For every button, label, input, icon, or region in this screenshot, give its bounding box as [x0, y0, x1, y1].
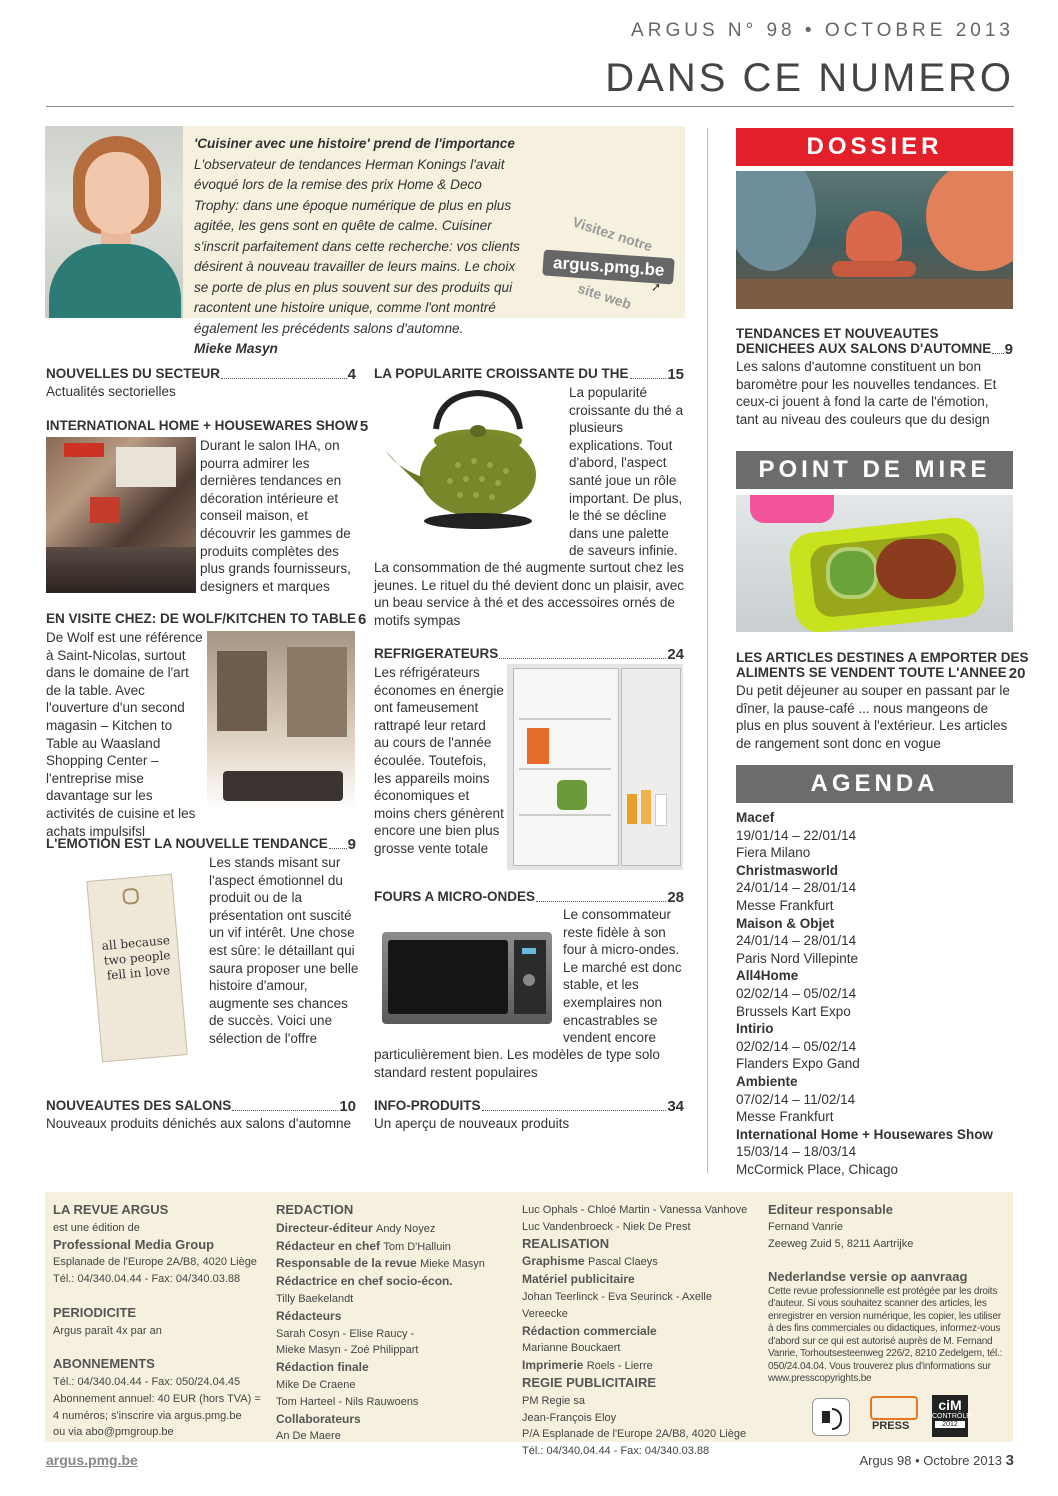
- dossier-entry[interactable]: [736, 326, 1013, 428]
- agenda-event[interactable]: Intirio 02/02/14 – 05/02/14 Flanders Expo Gand: [736, 1021, 860, 1072]
- colophon-line: Tél.: 04/340.04.44 - Fax: 04/340.03.88: [53, 1273, 241, 1286]
- section-text: Un aperçu de nouveaux produits: [374, 1116, 570, 1131]
- colophon-line: Mieke Masyn - Zoé Philippart: [276, 1344, 419, 1357]
- mire-text: Du petit déjeuner au souper en passant par le dîner, la pause-café ... nous mangeons de plus en plus souvent à l'extérieur. Les articles de rangement sont donc en vogue: [736, 683, 1010, 751]
- stamp-bottom-text: site web: [575, 279, 634, 313]
- agenda-event[interactable]: Macef 19/01/14 – 22/01/14 Fiera Milano: [736, 810, 857, 861]
- colophon-line: Graphisme Pascal Claeys: [522, 1254, 658, 1269]
- colophon-line: REDACTION: [276, 1202, 354, 1217]
- colophon-line: est une édition de: [53, 1221, 140, 1234]
- the-text-full: La consommation de thé augmente surtout chez les jeunes. Le rituel du thé devient donc un plaisir, avec un beau service à thé et des accessoires ornés de motifs sympas: [374, 560, 684, 628]
- section-title: LA POPULARITE CROISSANTE DU THE: [374, 366, 629, 381]
- section-title: NOUVELLES DU SECTEUR: [46, 366, 221, 381]
- agenda-event[interactable]: International Home + Housewares Show 15/03/14 – 18/03/14 McCormick Place, Chicago: [736, 1126, 993, 1177]
- mire-bar: POINT DE MIRE: [736, 451, 1013, 489]
- refri-text: Les réfrigérateurs économes en énergie ont fameusement rattrapé leur retard au cours de l'année écoulée. Toutefois, les appareils moins économiques et moins chers génèrent encore une bien plus grosse vente totale: [374, 665, 504, 856]
- colophon-line: Rédacteurs: [276, 1308, 342, 1323]
- colophon-line: Tom Harteel - Nils Rauwoens: [276, 1395, 419, 1408]
- colophon-line: [53, 1288, 263, 1305]
- section-info[interactable]: [374, 1098, 684, 1133]
- agenda-event[interactable]: Maison & Objet 24/01/14 – 28/01/14 Paris Nord Villepinte: [736, 915, 859, 966]
- colophon-line: P/A Esplanade de l'Europe 2A/B8, 4020 Liège: [522, 1428, 747, 1441]
- tag-text: all because two people fell in love: [101, 933, 171, 983]
- colophon-line: Rédactrice en chef socio-écon.: [276, 1274, 453, 1289]
- b2b-press-logo: [868, 1396, 916, 1438]
- colophon-line: Imprimerie Roels - Lierre: [522, 1358, 653, 1373]
- colophon-line: Rédacteur en chef Tom D'Halluin: [276, 1238, 451, 1253]
- fours-text-full: particulièrement bien. Les modèles de type solo standard restent populaires: [374, 1047, 660, 1080]
- colophon-line: PM Regie sa: [522, 1394, 585, 1407]
- stamp-url[interactable]: argus.pmg.be: [542, 249, 675, 284]
- colophon-line: Mike De Craene: [276, 1378, 356, 1391]
- colophon-line: Collaborateurs: [276, 1411, 361, 1426]
- colophon-line: ABONNEMENTS: [53, 1356, 155, 1372]
- section-title: L'EMOTION EST LA NOUVELLE TENDANCE: [46, 836, 328, 851]
- section-page: 15: [667, 366, 684, 383]
- section-iha[interactable]: [46, 418, 369, 435]
- section-page: 10: [339, 1098, 356, 1115]
- dewolf-text: De Wolf est une référence à Saint-Nicolas, surtout dans le domaine de l'art de la table. Avec l'ouverture d'un second magasin – Kitchen to Table au Waasland Shopping Center – l'entreprise mise davantage sur les activités de cuisine et les achats impulsifsl: [46, 630, 203, 839]
- colophon-line: Argus paraît 4x par an: [53, 1324, 162, 1337]
- agenda-list: [736, 809, 1016, 1178]
- colophon-line: Professional Media Group: [53, 1236, 215, 1252]
- section-title: NOUVEAUTES DES SALONS: [46, 1098, 232, 1113]
- dossier-title-1: TENDANCES ET NOUVEAUTES: [736, 326, 939, 341]
- copyright-notice: Cette revue professionnelle est protégée par les droits d'auteur. Si vous souhaitez scanner des articles, les enregistrer en version numérique, les copier, les utiliser à des fins commerciales ou didactiques, informez-vous d'abord sur ce qui est autorisé auprès de M. Fernand Vanrie, Torhoutsesteenweg 226/2, 8210 Zedelgem, tél.: 050/24.04.04. Vous trouverez plus d'informations sur www.presscopyrights.be: [768, 1285, 1003, 1385]
- cursor-icon: ➚: [651, 280, 662, 294]
- colophon-line: Rédaction finale: [276, 1360, 369, 1375]
- colophon-line: Tél.: 04/340.04.44 - Fax: 050/24.04.45: [53, 1375, 241, 1388]
- iha-text: Durant le salon IHA, on pourra admirer les dernières tendances en décoration intérieure et conseil maison, et découvrir les gammes de produits complètes des plus grands fournisseurs, designers et marques: [200, 438, 351, 594]
- colophon-line: An De Maere: [276, 1430, 341, 1443]
- section-title: FOURS A MICRO-ONDES: [374, 889, 535, 904]
- agenda-event[interactable]: Christmasworld 24/01/14 – 28/01/14 Messe Frankfurt: [736, 862, 857, 913]
- love-tag-image: [46, 855, 204, 1065]
- section-title: REFRIGERATEURS: [374, 646, 499, 661]
- dossier-page: 9: [1004, 341, 1013, 358]
- column-divider: [707, 128, 708, 1173]
- colophon-line: ou via abo@pmgroup.be: [53, 1426, 174, 1439]
- colophon-line: Esplanade de l'Europe 2A/B8, 4020 Liège: [53, 1256, 257, 1269]
- colophon-line: 4 numéros; s'inscrire via argus.pmg.be: [53, 1409, 242, 1422]
- agenda-event[interactable]: Ambiente 07/02/14 – 11/02/14 Messe Frankfurt: [736, 1073, 856, 1125]
- iha-show-photo: [46, 437, 196, 593]
- b2b-press-text: PRESS: [872, 1420, 910, 1432]
- section-refri[interactable]: [374, 646, 684, 663]
- the-text-side: La popularité croissante du thé a plusieurs explications. Tout d'abord, l'aspect santé joue un rôle important. De plus, le thé se décline dans une palette de saveurs infinie.: [569, 385, 684, 559]
- colophon-line: Luc Vandenbroeck - Niek De Prest: [522, 1220, 691, 1233]
- colophon-line: Tilly Baekelandt: [276, 1292, 354, 1305]
- colophon-col-2: [276, 1202, 511, 1445]
- agenda-bar: AGENDA: [736, 765, 1013, 803]
- section-nouvelles[interactable]: [46, 366, 356, 401]
- colophon-col-3: [522, 1202, 758, 1460]
- footer-issue: Argus 98 • Octobre 2013: [859, 1453, 1003, 1468]
- colophon-line: Marianne Bouckaert: [522, 1342, 621, 1355]
- agenda-event[interactable]: All4Home 02/02/14 – 05/02/14 Brussels Kart Expo: [736, 968, 857, 1019]
- section-the[interactable]: [374, 366, 684, 383]
- dossier-bar: DOSSIER: [736, 128, 1013, 166]
- section-fours[interactable]: [374, 889, 684, 906]
- dossier-title-2: DENICHEES AUX SALONS D'AUTOMNE: [736, 341, 992, 356]
- title-rule: [46, 106, 1014, 107]
- colophon-line: LA REVUE ARGUS: [53, 1202, 169, 1217]
- section-nouveautes[interactable]: [46, 1098, 356, 1133]
- fridge-image: [507, 664, 683, 870]
- colophon-line: Sarah Cosyn - Elise Raucy -: [276, 1327, 415, 1340]
- mire-title-2: ALIMENTS SE VENDENT TOUTE L'ANNEE: [736, 665, 1007, 680]
- stamp-top-text: Visitez notre: [570, 213, 655, 255]
- colophon-line: Tél.: 04/340.04.44 - Fax: 04/340.03.88: [522, 1445, 710, 1458]
- section-page: 34: [667, 1098, 684, 1115]
- colophon-line: Directeur-éditeur Andy Noyez: [276, 1220, 436, 1235]
- colophon-col-1: [53, 1202, 263, 1441]
- page-footer: [859, 1452, 1014, 1469]
- colophon-line: Matériel publicitaire: [522, 1272, 635, 1287]
- editorial-author: Mieke Masyn: [194, 341, 278, 356]
- colophon-line: Johan Teerlinck - Eva Seurinck - Axelle Vereecke: [522, 1290, 712, 1320]
- colophon-line: Jean-François Eloy: [522, 1411, 617, 1424]
- dutch-version-heading: Nederlandse versie op aanvraag: [768, 1269, 968, 1285]
- colophon-line: Responsable de la revue Mieke Masyn: [276, 1256, 485, 1271]
- page-title: DANS CE NUMERO: [605, 56, 1014, 100]
- section-page: 24: [667, 646, 684, 663]
- colophon-line: PERIODICITE: [53, 1304, 137, 1320]
- cim-logo: ciM CONTRÔLE 2012: [932, 1395, 968, 1437]
- website-link[interactable]: argus.pmg.be: [46, 1452, 138, 1468]
- issue-line: ARGUS N° 98 • OCTOBRE 2013: [631, 20, 1014, 41]
- accessibility-logo: [812, 1398, 850, 1436]
- section-text: Actualités sectorielles: [46, 384, 176, 399]
- mire-entry[interactable]: [736, 650, 1029, 752]
- section-page: 28: [667, 889, 684, 906]
- section-page: 9: [347, 836, 356, 853]
- section-title: INFO-PRODUITS: [374, 1098, 481, 1113]
- colophon-line: REALISATION: [522, 1235, 610, 1251]
- colophon-line: Rédaction commerciale: [522, 1323, 657, 1338]
- section-page: 4: [347, 366, 356, 383]
- section-page: 6: [358, 611, 367, 628]
- editor-heading: Editeur responsable: [768, 1202, 893, 1217]
- editor-address: Zeeweg Zuid 5, 8211 Aartrijke: [768, 1237, 914, 1250]
- colophon-line: REGIE PUBLICITAIRE: [522, 1374, 657, 1390]
- dossier-photo: [736, 171, 1013, 309]
- store-photo: [207, 631, 355, 809]
- colophon-line: Luc Ophals - Chloé Martin - Vanessa Vanhove: [522, 1204, 748, 1216]
- dossier-text: Les salons d'automne constituent un bon baromètre pour les nouvelles tendances. Et ceux-ci jouent à fond la carte de l'émotion, tant au niveau des couleurs que du design: [736, 359, 997, 427]
- editorial-body: L'observateur de tendances Herman Konings l'avait évoqué lors de la remise des prix Home & Deco Trophy: dans une époque numérique de plus en plus agitée, les gens sont en quête de calme. Cuisiner s'inscrit parfaitement dans cette recherche: vos clients désirent à nouveau travailler de leurs mains. Le choix se porte de plus en plus souvent sur des produits qui racontent une histoire unique, comme l'ont montré également les précédents salons d'automne.: [194, 156, 520, 336]
- section-title: EN VISITE CHEZ: DE WOLF/KITCHEN TO TABLE: [46, 611, 356, 626]
- author-photo: [45, 126, 183, 318]
- section-title: INTERNATIONAL HOME + HOUSEWARES SHOW: [46, 418, 358, 433]
- colophon-col-4: [768, 1202, 1008, 1386]
- page-number: 3: [1005, 1452, 1014, 1469]
- section-text: Nouveaux produits dénichés aux salons d'automne: [46, 1116, 352, 1131]
- teapot-image: [378, 385, 564, 535]
- microwave-image: [380, 928, 556, 1030]
- editorial-lead: 'Cuisiner avec une histoire' prend de l'importance: [194, 136, 515, 151]
- section-emotion[interactable]: [46, 836, 356, 853]
- editor-name: Fernand Vanrie: [768, 1220, 844, 1233]
- section-dewolf[interactable]: [46, 611, 367, 628]
- fours-text-side: Le consommateur reste fidèle à son four à micro-ondes. Le marché est donc stable, et les exemplaires non encastrables se vendent encore: [563, 907, 682, 1046]
- colophon-line: [53, 1339, 263, 1356]
- lunchbox-photo: [736, 495, 1013, 632]
- mire-page: 20: [1008, 665, 1026, 682]
- emotion-text: Les stands misant sur l'aspect émotionnel du produit ou de la présentation ont suscité un vif intérêt. Une chose est sûre: le détaillant qui saura proposer une belle histoire d'amour, augmente ses chances de succès. Voici une sélection de l'offre: [209, 855, 359, 1046]
- mire-title-1: LES ARTICLES DESTINES A EMPORTER DES: [736, 650, 1029, 665]
- section-page: 5: [359, 418, 369, 435]
- website-stamp[interactable]: [541, 213, 679, 318]
- colophon-line: Abonnement annuel: 40 EUR (hors TVA) =: [53, 1392, 261, 1405]
